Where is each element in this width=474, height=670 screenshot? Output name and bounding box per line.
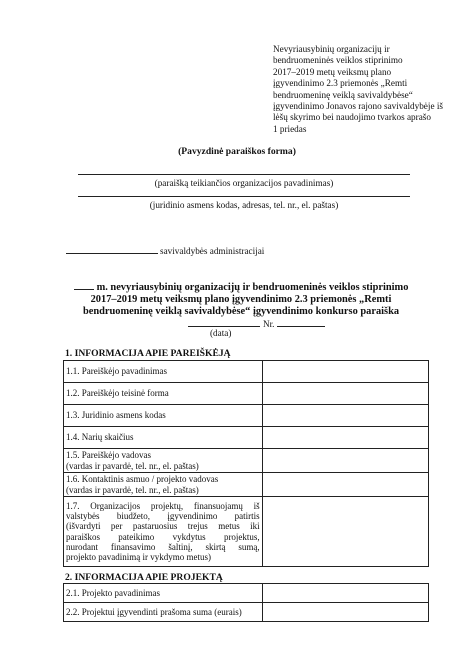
answer-cell[interactable] [262,603,428,622]
municipality-blank[interactable] [66,244,158,254]
application-title [46,280,436,318]
question-label: 1.6. Kontaktinis asmuo / projekto vadovas [66,474,219,485]
question-label: 1.5. Pareiškėjo vadovas [66,450,151,461]
answer-cell[interactable] [262,497,428,567]
question-cell [64,427,263,449]
number-blank[interactable] [277,318,325,327]
question-cell [64,603,263,622]
answer-cell[interactable] [262,361,428,383]
question-label: 2.2. Projektui įgyvendinti prašoma suma (eurais) [66,606,242,617]
answer-cell[interactable] [262,405,428,427]
question-label: 1.4. Narių skaičius [66,432,134,443]
applicant-table [63,360,429,567]
answer-cell[interactable] [262,427,428,449]
question-hint: (vardas ir pavardė, tel. nr., el. paštas) [66,460,199,471]
annex-note-line: Nevyriausybinių organizacijų ir [273,44,390,54]
date-caption: (data) [210,328,232,338]
question-label: 2.1. Projekto pavadinimas [66,587,160,598]
details-caption: (juridinio asmens kodas, adresas, tel. nr., el. paštas) [149,200,339,210]
title-line-1: m. nevyriausybinių organizacijų ir bendruomeninės veiklos stiprinimo [96,282,409,293]
table-row [64,603,429,622]
question-label: (išvardyti per pastaruosius trejus metus iki [66,521,260,532]
table-row [64,405,429,427]
table-row [64,449,429,473]
title-line-2: 2017–2019 metų veiksmų plano įgyvendinimo 2.3 priemonės „Remti [90,294,392,305]
question-label: 1.7. Organizacijos projektų, finansuojamų iš [66,500,260,511]
question-label: valstybės biudžeto, įgyvendinimo patirtis [66,511,260,522]
section1-heading: 1. INFORMACIJA APIE PAREIŠKĖJĄ [65,348,231,359]
question-hint: (vardas ir pavardė, tel. nr., el. paštas) [66,484,199,495]
question-label: paraiškos pateikimo vykdytus projektus, [66,531,260,542]
title-line-3: bendruomeninę veiklą savivaldybėse“ įgyvendinimo konkurso paraiška [82,306,400,317]
annex-note-line: įgyvendinimo Jonavos rajono savivaldybėje iš [273,101,443,112]
table-row [64,584,429,603]
section2-heading: 2. INFORMACIJA APIE PROJEKTĄ [65,572,223,583]
administration-text: savivaldybės administracijai [160,246,265,256]
table-row [64,473,429,497]
annex-note-line: bendruomeninę veiklą savivaldybėse“ [273,89,413,100]
table-row [64,497,429,567]
organization-name-line[interactable] [78,174,410,175]
annex-note [273,44,463,135]
annex-note-line: 1 priedas [273,123,307,134]
nr-label: Nr. [263,319,275,329]
question-label: 1.2. Pareiškėjo teisinė forma [66,388,169,399]
table-row [64,383,429,405]
project-table [63,583,429,622]
question-cell [64,497,263,567]
question-cell [64,449,263,473]
annex-note-line: 2017–2019 metų veiksmų plano [273,66,392,77]
question-label: 1.1. Pareiškėjo pavadinimas [66,366,167,377]
table-row [64,427,429,449]
question-cell [64,405,263,427]
organization-caption: (paraišką teikiančios organizacijos pavadinimas) [154,178,334,188]
annex-note-line: įgyvendinimo 2.3 priemonės „Remti [273,78,408,89]
date-blank[interactable] [188,318,260,327]
question-label: 1.3. Juridinio asmens kodas [66,410,166,421]
date-number-row [188,318,325,329]
answer-cell[interactable] [262,473,428,497]
annex-note-line: lėšų skyrimo bei naudojimo tvarkos aprašo [273,112,431,123]
details-line[interactable] [78,196,410,197]
question-cell [64,473,263,497]
question-label: nurodant finansavimo šaltinį, skirtą sumą, [66,541,260,552]
answer-cell[interactable] [262,449,428,473]
administration-line [66,244,264,256]
question-label: projekto pavadinimą ir vykdymo metus) [66,551,211,562]
question-cell [64,383,263,405]
table-row [64,361,429,383]
annex-note-line: bendruomeninės veiklos stiprinimo [273,55,403,66]
answer-cell[interactable] [262,584,428,603]
question-cell [64,361,263,383]
answer-cell[interactable] [262,383,428,405]
year-blank[interactable] [74,280,94,290]
question-cell [64,584,263,603]
form-label: (Pavyzdinė paraiškos forma) [178,146,296,157]
